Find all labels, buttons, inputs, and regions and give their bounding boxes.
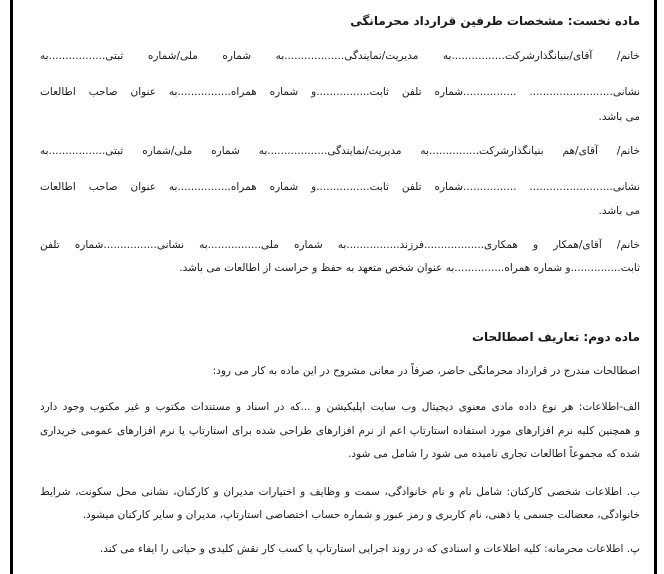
party1-line1: خانم/ آقای/بنیانگذارشرکت................به مدیریت/نمایندگی..................به شماره ملی/شماره ثبتی.................به — [40, 50, 640, 62]
party2-line2: نشانی......................... ................شماره تلفن ثابت................و شماره همراه................به عنوان صاحب اطالعات — [40, 181, 640, 193]
definition-p-line1: پ. اطلاعات محرمانه: کلیه اطلاعات و اسنادی که در روند اجرایی استارتاپ یا کسب کار نقش کلیدی و حیاتی را ایفاء می کند. — [99, 543, 640, 555]
page-border-left — [10, 0, 13, 574]
article1-heading: ماده نخست: مشخصات طرفین قرارداد محرمانگی — [350, 14, 640, 28]
party2-line3: می باشد. — [598, 205, 640, 217]
party1-line3: می باشد. — [598, 111, 640, 123]
definition-a-line2: و همچنین کلیه نرم افزارهای مورد استفاده استارتاپ اعم از نرم افزارهای طراحی شده برای استارتاپ یا نرم افزارهای عمومی خریداری — [40, 425, 640, 437]
definition-a-line3: شده که مجموعاً اطالعات تجاری نامیده می شود را شامل می شود. — [348, 448, 640, 460]
page-border-right — [654, 0, 657, 574]
party3-line2: ثابت...............و شماره همراه...............به عنوان شخص متعهد به حفظ و حراست از اطالعات می باشد. — [179, 262, 640, 274]
definition-b-line2: خانوادگی، معضالت جسمی یا ذهنی، نام کاربری و رمز عبور و شماره حساب اختصاصی استارتاپ، مدیران و سایر کارکنان میشود. — [82, 509, 640, 521]
article2-heading: ماده دوم: تعاریف اصطالحات — [471, 330, 640, 344]
definition-b-line1: ب. اطلاعات شخصی کارکنان: شامل نام و نام خانوادگی، سمت و وظایف و اختیارات مدیران و کارکنان، نشانی محل سکونت، شرایط — [40, 486, 640, 498]
definition-a-line1: الف-اطلاعات: هر نوع داده مادی معنوی دیجیتال وب سایت اپلیکیشن و ...که در اسناد و مستندات مکتوب و غیر مکتوب وجود دارد — [40, 401, 640, 413]
article2-intro: اصطالحات مندرج در قرارداد محرمانگی حاضر، صرفاً در معانی مشروح در این ماده به کار می رود: — [212, 365, 640, 377]
party3-line1: خانم/ آقای/همکار و همکاری..................فرزند................به شماره ملی................به نشانی................شماره تلفن — [40, 239, 640, 251]
party2-line1: خانم/ آقای/هم بنیانگذارشرکت...............به مدیریت/نمایندگی..................به شماره ملی/شماره ثبتی.................به — [40, 145, 640, 157]
document-page — [40, 0, 640, 574]
party1-line2: نشانی......................... ................شماره تلفن ثابت................و شماره همراه................به عنوان صاحب اطالعات — [40, 86, 640, 98]
